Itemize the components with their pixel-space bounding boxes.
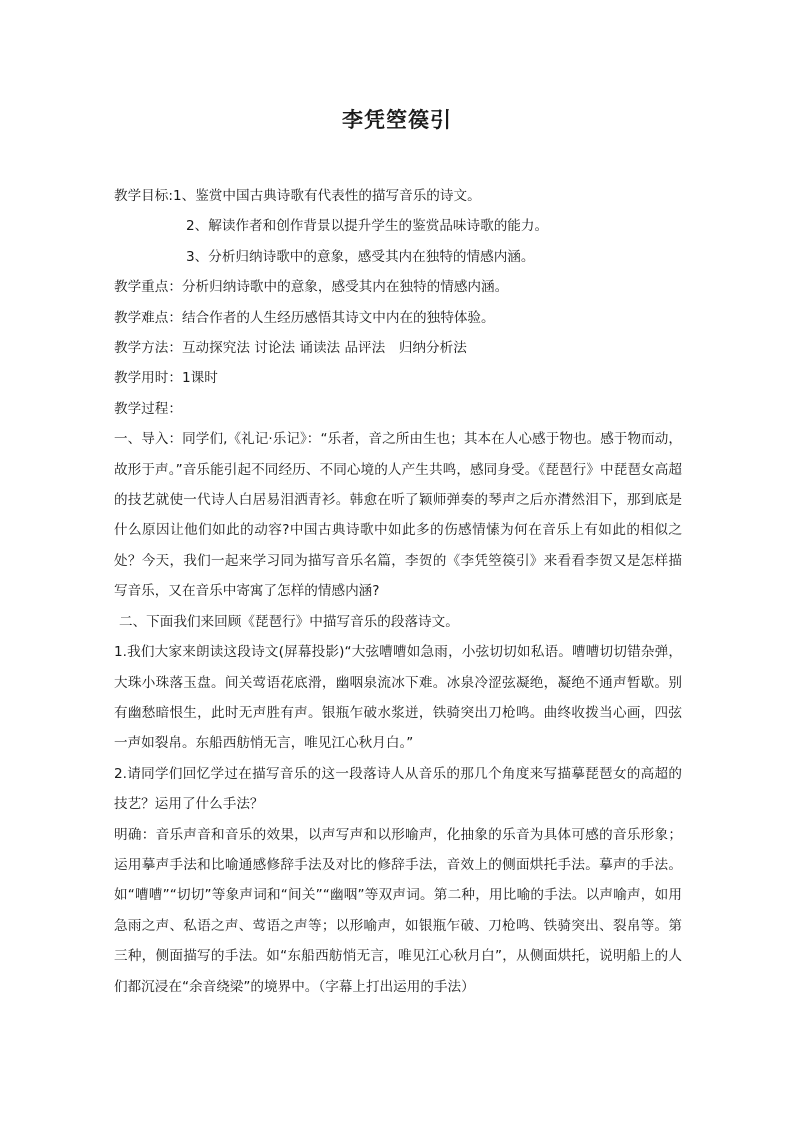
teaching-goal-2: 2、解读作者和创作背景以提升学生的鉴赏品味诗歌的能力。 (186, 218, 549, 235)
teaching-process-label: 教学过程： (114, 400, 182, 417)
teaching-goal-1 (114, 181, 682, 211)
page-title: 李凭箜篌引 (342, 107, 452, 132)
item-1-paragraph: 1.我们大家来朗读这段诗文(屏幕投影)“大弦嘈嘈如急雨，小弦切切如私语。嘈嘈切切错杂弹，大珠小珠落玉盘。间关莺语花底滑，幽咽泉流冰下难。冰泉冷涩弦凝绝，凝绝不通声暂歇。别有幽愁暗恨生，此时无声胜有声。银瓶乍破水浆迸，铁骑突出刀枪鸣。曲终收拨当心画，四弦一声如裂帛。东船西舫悄无言，唯见江心秋月白。” (114, 644, 682, 752)
answer-paragraph: 明确：音乐声音和音乐的效果，以声写声和以形喻声，化抽象的乐音为具体可感的音乐形象；运用摹声手法和比喻通感修辞手法及对比的修辞手法，音效上的侧面烘托手法。摹声的手法。如“嘈嘈”“切切”等象声词和“间关”“幽咽”等双声词。第二种，用比喻的手法。以声喻声，如用急雨之声、私语之声、莺语之声等；以形喻声，如银瓶乍破、刀枪鸣、铁骑突出、裂帛等。第三种，侧面描写的手法。如“东船西舫悄无言，唯见江心秋月白”，从侧面烘托，说明船上的人们都沉浸在“余音绕梁”的境界中。（字幕上打出运用的手法） (114, 826, 682, 995)
section-2-heading: 二、下面我们来回顾《琵琶行》中描写音乐的段落诗文。 (119, 613, 459, 630)
intro-paragraph: 一、导入：同学们,《礼记·乐记》：“乐者，音之所由生也；其本在人心感于物也。感于物而动，故形于声。”音乐能引起不同经历、不同心境的人产生共鸣，感同身受。《琵琶行》中琵琶女高超的技艺就使一代诗人白居易泪洒青衫。韩愈在听了颖师弹奏的琴声之后亦潸然泪下，那到底是什么原因让他们如此的动容?中国古典诗歌中如此多的伤感情愫为何在音乐上有如此的相似之处？今天，我们一起来学习同为描写音乐名篇，李贺的《李凭箜篌引》来看看李贺又是怎样描写音乐，又在音乐中寄寓了怎样的情感内涵? (114, 431, 682, 600)
teaching-key-points: 教学重点：分析归纳诗歌中的意象，感受其内在独特的情感内涵。 (114, 279, 509, 296)
teaching-goal-3: 3、分析归纳诗歌中的意象，感受其内在独特的情感内涵。 (186, 248, 535, 265)
teaching-methods: 教学方法：互动探究法 讨论法 诵读法 品评法 归纳分析法 (114, 340, 467, 357)
teaching-time: 教学用时：1课时 (114, 370, 218, 387)
teaching-goals-label: 教学目标: (114, 188, 173, 204)
teaching-difficulties: 教学难点：结合作者的人生经历感悟其诗文中内在的独特体验。 (114, 309, 495, 326)
item-2-paragraph: 2.请同学们回忆学过在描写音乐的这一段落诗人从音乐的那几个角度来写描摹琵琶女的高超的技艺？运用了什么手法？ (114, 765, 682, 813)
teaching-goal-1-text: 1、鉴赏中国古典诗歌有代表性的描写音乐的诗文。 (172, 188, 481, 204)
document-body (114, 181, 682, 1002)
